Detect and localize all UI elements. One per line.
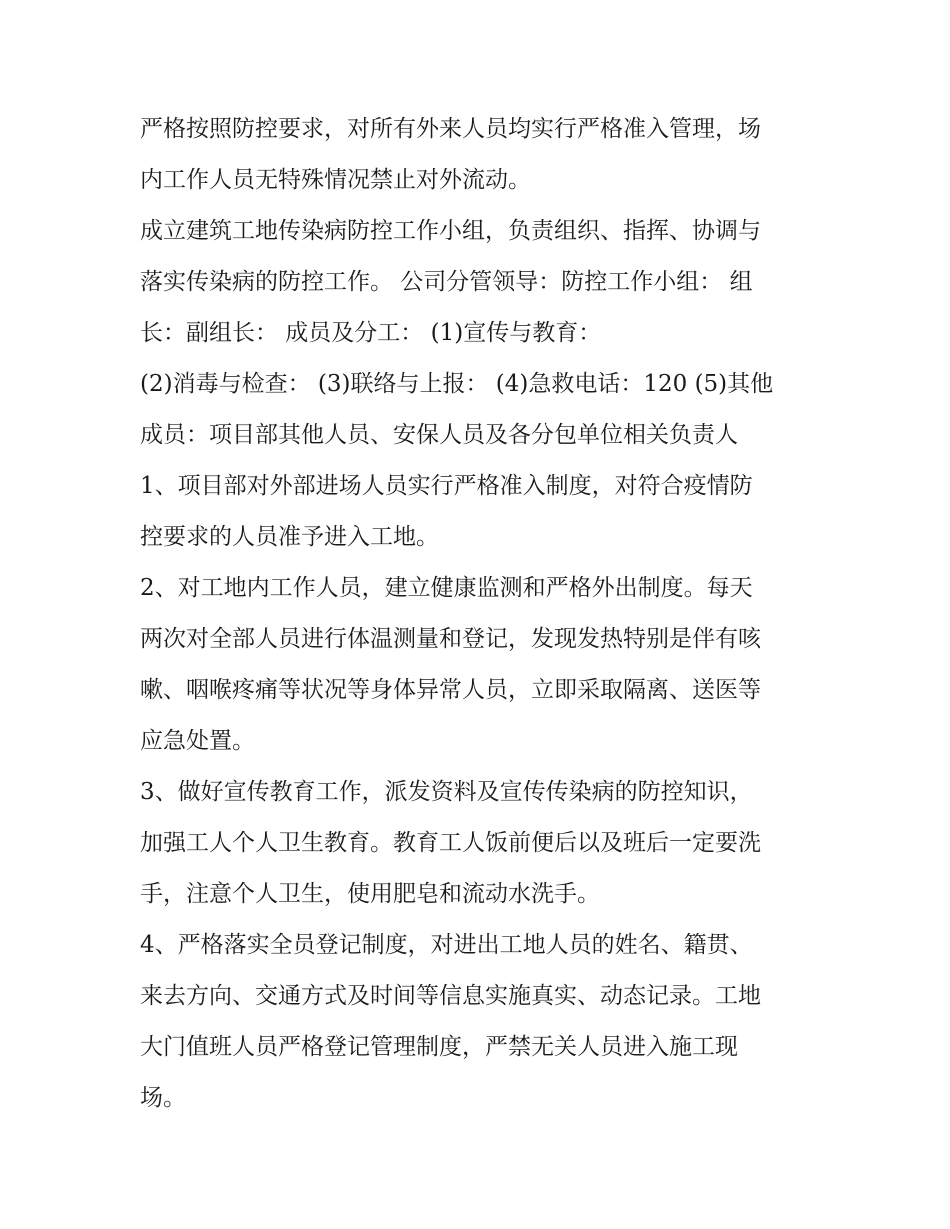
text-line: 1、项目部对外部进场人员实行严格准入制度，对符合疫情防 <box>140 473 753 499</box>
text-line: (2)消毒与检查： (3)联络与上报： (4)急救电话：120 (5)其他 <box>140 371 774 397</box>
text-line: 落实传染病的防控工作。 公司分管领导：防控工作小组： 组 <box>140 269 753 295</box>
text-line: 来去方向、交通方式及时间等信息实施真实、动态记录。工地 <box>140 983 761 1009</box>
text-line: 场。 <box>140 1085 186 1111</box>
text-line: 成立建筑工地传染病防控工作小组，负责组织、指挥、协调与 <box>140 218 761 244</box>
text-line: 大门值班人员严格登记管理制度，严禁无关人员进入施工现 <box>140 1034 738 1060</box>
text-line: 手，注意个人卫生，使用肥皂和流动水洗手。 <box>140 881 600 907</box>
text-line: 3、做好宣传教育工作，派发资料及宣传传染病的防控知识， <box>140 779 753 805</box>
text-line: 4、严格落实全员登记制度，对进出工地人员的姓名、籍贯、 <box>140 932 753 958</box>
text-line: 严格按照防控要求，对所有外来人员均实行严格准入管理，场 <box>140 116 761 142</box>
document-body <box>140 104 820 1124</box>
text-line: 长：副组长： 成员及分工： (1)宣传与教育： <box>140 320 602 346</box>
text-line: 内工作人员无特殊情况禁止对外流动。 <box>140 167 531 193</box>
text-line: 2、对工地内工作人员，建立健康监测和严格外出制度。每天 <box>140 575 753 601</box>
text-line: 应急处置。 <box>140 728 255 754</box>
text-line: 嗽、咽喉疼痛等状况等身体异常人员，立即采取隔离、送医等 <box>140 677 761 703</box>
text-line: 两次对全部人员进行体温测量和登记，发现发热特别是伴有咳 <box>140 626 761 652</box>
text-line: 成员：项目部其他人员、安保人员及各分包单位相关负责人 <box>140 422 738 448</box>
text-line: 加强工人个人卫生教育。教育工人饭前便后以及班后一定要洗 <box>140 830 761 856</box>
text-line: 控要求的人员准予进入工地。 <box>140 524 439 550</box>
